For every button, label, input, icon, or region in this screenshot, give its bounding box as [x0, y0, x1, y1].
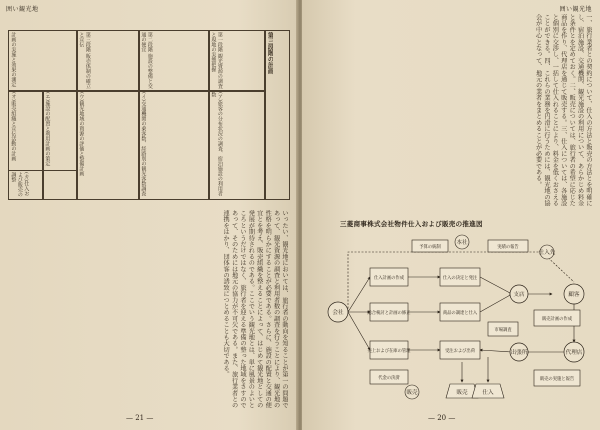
- diagram-node-label: 本社: [456, 240, 468, 246]
- diagram-boxes: [368, 240, 580, 386]
- table-cell: (ア)旅客の分布状況の調査、宿泊施設の利用者数: [208, 90, 266, 200]
- diagram-box-label: 実績の報告: [497, 245, 519, 250]
- page-number: — 20 —: [428, 414, 456, 422]
- page-header: 囲い観光地: [559, 6, 592, 13]
- diagram-tag-label: 販売: [456, 390, 468, 396]
- diagram-box-label: 受注および出荷: [444, 349, 476, 354]
- table-cell: 第三段階 販売体制の確立と宣伝: [76, 30, 140, 92]
- diagram-node-label: 販売: [406, 390, 418, 396]
- diagram-box-label: 仕入計画の作成: [373, 276, 405, 281]
- diagram-node-label: 顧客: [568, 292, 580, 298]
- table-cell: (カ)仕入および販売の調整: [8, 170, 78, 200]
- table-cell: (エ)施設の配置と利用計画の策定: [42, 90, 78, 200]
- body-text: 一、旅行業者との契約について、仕入の方法と販売の方法とを明確にし、宿泊施設、交通機関、観光施設の利用について、あらかじめ料金と条件とを定めておく。二、販売については、旅行者の希望に応じた商品を作り、代理店を通じて販売する。三、仕入については、各施設と個別に交渉し、一括して仕入れることにより、料金を低くおさえることができる。四、これらの業務を円滑に行うためには、観光地の協会が中心となって、地元の業者をまとめることが必要である。: [534, 14, 592, 207]
- diagram-box-label: 代金の決済: [378, 376, 400, 381]
- table-cell: 第二段階 施設の整備と交通の便宜: [138, 30, 210, 92]
- table-cell: 第一段階 観光資源の調査と現地の実態把握: [208, 30, 266, 92]
- table-cell: (イ)交通機関の乗客数、経路別の観光客数調査: [138, 90, 210, 200]
- schedule-table: [8, 30, 290, 200]
- diagram-node-label: 代理店: [565, 350, 583, 356]
- table-section-title: 第三段階の計画: [266, 32, 274, 74]
- table-cell: 計画の実施と効果の測定: [8, 30, 78, 92]
- left-page: [0, 0, 298, 430]
- diagram-node-label: 仕入先: [538, 250, 556, 256]
- diagram-bottom-tags: [446, 384, 504, 398]
- table-cell: (オ)販売組織と宣伝活動の計画: [8, 90, 44, 200]
- diagram-box-label: 仕入の決定と発注: [442, 276, 478, 281]
- diagram-node-label: 支店: [513, 292, 525, 298]
- diagram-box-label: 販売計画の作成: [541, 317, 573, 322]
- diagram-box-label: 市場調査: [494, 328, 512, 333]
- body-text: いったい、観光地においては、旅行者の動向を知ることが第一の問題であって、観光資源の調査と利用者数の調査を行うことにより、観光地の性格を明らかにすることが必要である。さらに、施設の配置と交通の便宜とを考え、販売組織を整えることによって、はじめて観光地としての発展が期待されるのである。ここでいう観光地とは、単に風景のよいところというだけではなく、旅行者を迎える準備の整った地域をさすのであって、そのためには地元の協力が不可欠である。また、旅行業者との連携をはかり、団体客の誘致につとめることも大切である。: [222, 210, 288, 409]
- diagram-node-label: 出張所: [510, 350, 528, 356]
- diagram-box-label: 商品の調達と仕入: [442, 311, 478, 316]
- page-header: 囲い観光地: [6, 6, 39, 13]
- diagram-box-label: 総合検討と計画の修正: [367, 311, 411, 316]
- table-cell: (ウ)観光地域の資源の評価と整備計画: [76, 90, 140, 200]
- flow-diagram: [312, 232, 592, 412]
- diagram-box-label: 販売の実施と報告: [539, 377, 575, 382]
- diagram-title: 三菱商事株式会社物件仕入および販売の推進図: [340, 220, 483, 228]
- diagram-tag-label: 仕入: [482, 390, 494, 396]
- diagram-box-label: 売上および在庫の管理: [367, 349, 411, 354]
- table-title-cell: [264, 30, 290, 200]
- diagram-box-label: 予算の統制: [419, 245, 441, 250]
- diagram-node-label: 会社: [332, 310, 344, 316]
- page-number: — 21 —: [126, 414, 154, 422]
